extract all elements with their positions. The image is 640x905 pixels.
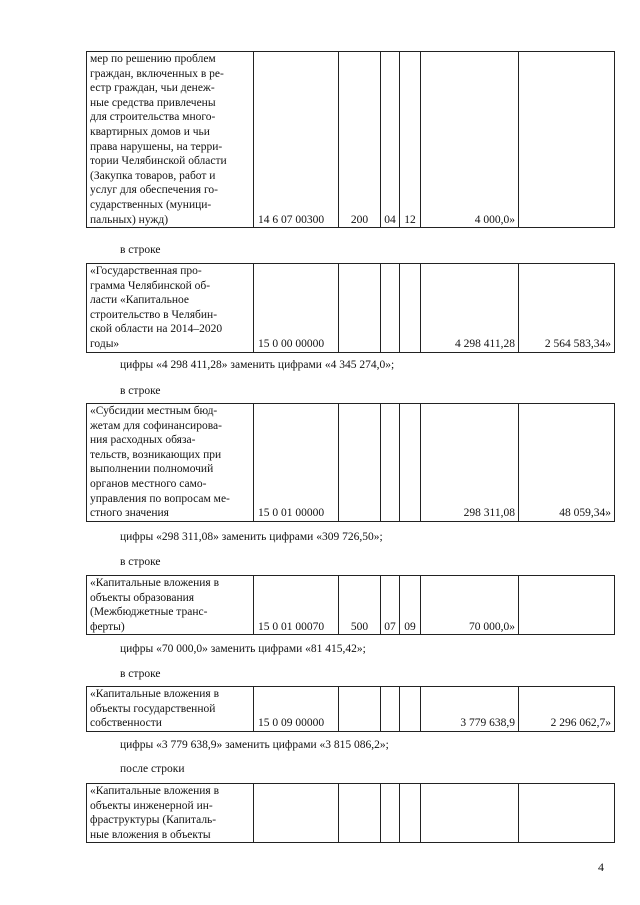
row-name <box>87 687 254 732</box>
budget-table-1 <box>86 51 615 228</box>
sum-2: 48 059,34» <box>519 404 615 522</box>
subsection <box>400 404 421 522</box>
name-line: управления по вопросам ме- <box>90 492 230 505</box>
name-line: ласти «Капитальное <box>90 294 190 307</box>
row-name <box>87 576 254 635</box>
table-row <box>87 264 615 353</box>
expense-type: 200 <box>339 52 381 228</box>
name-line: ные вложения в объекты <box>90 828 211 841</box>
name-line: строительство в Челябин- <box>90 308 218 321</box>
target-code: 14 6 07 00300 <box>254 52 339 228</box>
name-line: мер по решению проблем <box>90 53 216 65</box>
sum-1: 4 000,0» <box>421 52 519 228</box>
name-line: граждан, включенных в ре- <box>90 67 224 80</box>
name-line: стного значения <box>90 507 169 520</box>
section <box>381 687 400 732</box>
name-line: грамма Челябинской об- <box>90 279 211 292</box>
section <box>381 404 400 522</box>
name-line: тельств, возникающих при <box>90 448 222 461</box>
expense-type <box>339 687 381 732</box>
name-line: «Капитальные вложения в <box>90 785 220 797</box>
name-line: услуг для обеспечения го- <box>90 184 218 197</box>
name-line: объекты инженерной ин- <box>90 799 213 812</box>
note-text: в строке <box>120 244 161 256</box>
name-line: жетам для софинансирова- <box>90 419 222 432</box>
subsection: 12 <box>400 52 421 228</box>
budget-table-2 <box>86 263 615 353</box>
sum-2 <box>519 52 615 228</box>
target-code: 15 0 01 00070 <box>254 576 339 635</box>
note-text: цифры «70 000,0» заменить цифрами «81 415,42»; <box>120 643 366 655</box>
note-text: в строке <box>120 385 161 397</box>
subsection <box>400 687 421 732</box>
row-name <box>87 264 254 353</box>
name-line: «Государственная про- <box>90 265 202 277</box>
subsection: 09 <box>400 576 421 635</box>
sum-2: 2 564 583,34» <box>519 264 615 353</box>
name-line: органов местного само- <box>90 477 207 490</box>
note-text: после строки <box>120 763 185 775</box>
name-line: права нарушены, на терри- <box>90 140 223 153</box>
name-line: ные средства привлечены <box>90 96 216 109</box>
name-line: ской области на 2014–2020 <box>90 323 223 336</box>
subsection <box>400 784 421 843</box>
note-text: цифры «4 298 411,28» заменить цифрами «4 345 274,0»; <box>120 359 395 371</box>
sum-2: 2 296 062,7» <box>519 687 615 732</box>
table-row <box>87 52 615 228</box>
target-code: 15 0 09 00000 <box>254 687 339 732</box>
section: 07 <box>381 576 400 635</box>
budget-table-5 <box>86 686 615 732</box>
name-line: квартирных домов и чьи <box>90 125 210 138</box>
table-row <box>87 576 615 635</box>
expense-type: 500 <box>339 576 381 635</box>
sum-1: 3 779 638,9 <box>421 687 519 732</box>
expense-type <box>339 264 381 353</box>
name-line: естр граждан, чьи денеж- <box>90 82 215 95</box>
budget-table-3 <box>86 403 615 522</box>
target-code: 15 0 00 00000 <box>254 264 339 353</box>
name-line: ния расходных обяза- <box>90 434 196 447</box>
name-line: годы» <box>90 337 120 350</box>
name-line: для строительства много- <box>90 111 216 124</box>
table-row <box>87 784 615 843</box>
section <box>381 264 400 353</box>
section <box>381 784 400 843</box>
sum-2 <box>519 576 615 635</box>
note-text: цифры «3 779 638,9» заменить цифрами «3 815 086,2»; <box>120 739 389 751</box>
budget-table-6 <box>86 783 615 843</box>
budget-table-4 <box>86 575 615 635</box>
name-line: (Межбюджетные транс- <box>90 606 208 619</box>
sum-2 <box>519 784 615 843</box>
sum-1: 70 000,0» <box>421 576 519 635</box>
name-line: сударственных (муници- <box>90 198 212 211</box>
name-line: фраструктуры (Капиталь- <box>90 814 217 827</box>
name-line: «Капитальные вложения в <box>90 577 220 589</box>
name-line: пальных) нужд) <box>90 213 169 226</box>
row-name <box>87 52 254 228</box>
name-line: «Капитальные вложения в <box>90 688 220 700</box>
name-line: ферты) <box>90 620 125 633</box>
name-line: объекты образования <box>90 591 195 604</box>
sum-1 <box>421 784 519 843</box>
target-code <box>254 784 339 843</box>
name-line: тории Челябинской области <box>90 155 227 168</box>
note-text: цифры «298 311,08» заменить цифрами «309 726,50»; <box>120 531 383 543</box>
expense-type <box>339 784 381 843</box>
page-number: 4 <box>598 860 604 874</box>
table-row <box>87 687 615 732</box>
row-name <box>87 404 254 522</box>
row-name <box>87 784 254 843</box>
name-line: собственности <box>90 717 162 730</box>
sum-1: 298 311,08 <box>421 404 519 522</box>
target-code: 15 0 01 00000 <box>254 404 339 522</box>
expense-type <box>339 404 381 522</box>
subsection <box>400 264 421 353</box>
name-line: «Субсидии местным бюд- <box>90 405 218 417</box>
name-line: выполнении полномочий <box>90 463 214 476</box>
sum-1: 4 298 411,28 <box>421 264 519 353</box>
table-row <box>87 404 615 522</box>
note-text: в строке <box>120 668 161 680</box>
section: 04 <box>381 52 400 228</box>
name-line: объекты государственной <box>90 702 216 715</box>
note-text: в строке <box>120 556 161 568</box>
name-line: (Закупка товаров, работ и <box>90 169 216 182</box>
